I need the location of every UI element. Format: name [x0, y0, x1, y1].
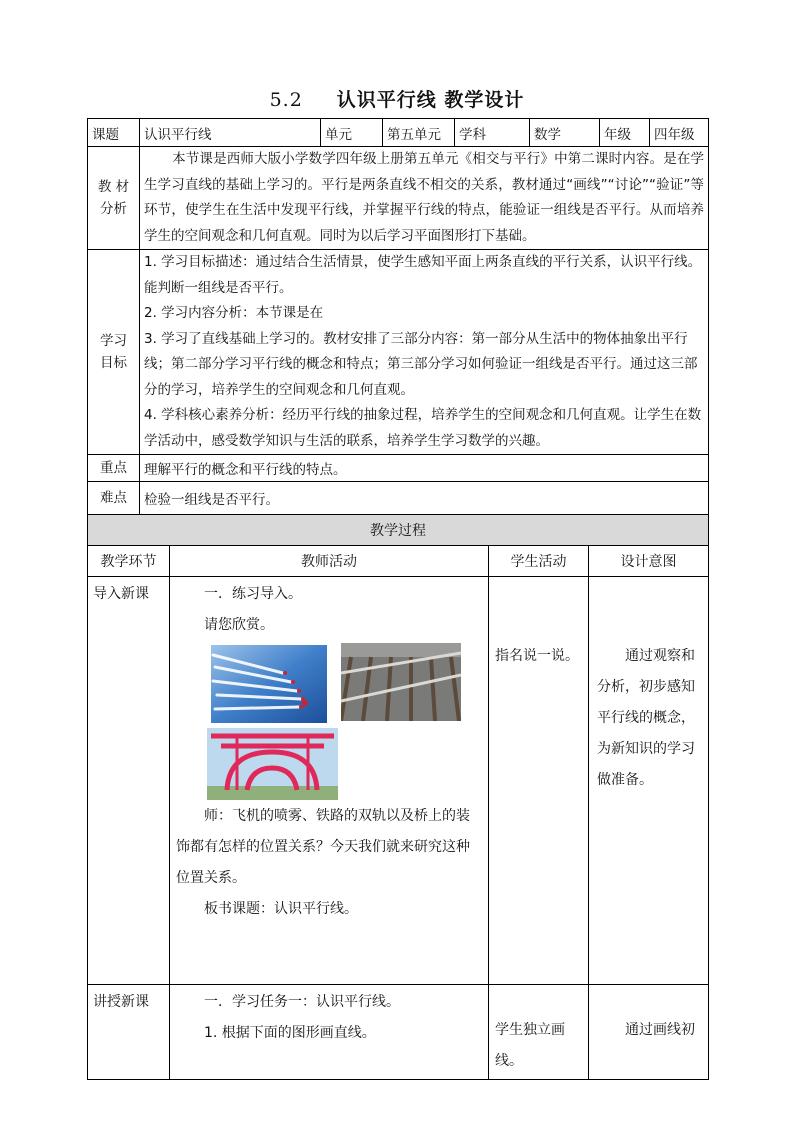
railway-image	[341, 643, 461, 721]
process-header-row	[88, 515, 709, 546]
stage-teaching: 讲授新课	[88, 985, 170, 1080]
teacher-line	[176, 801, 482, 894]
stage-intro: 导入新课	[88, 577, 170, 985]
info-row-goals	[88, 250, 709, 455]
picture-group	[176, 641, 482, 801]
analysis-text: 本节课是西师大版小学数学四年级上册第五单元《相交与平行》中第二课时内容。是在学生学习直线的基础上学习的。平行是两条直线不相交的关系，教材通过“画线”“讨论”“验证”等环节，使学生在生活中发现平行线，并掌握平行线的特点，能验证一组线是否平行。从而培养学生的空间观念和几何直观。同时为以后学习平面图形打下基础。	[144, 151, 704, 244]
process-table	[87, 514, 709, 1080]
value-subject: 数学	[530, 119, 600, 147]
intent-teaching	[589, 985, 709, 1080]
col-student: 学生活动	[489, 546, 589, 577]
value-unit: 第五单元	[383, 119, 455, 147]
teacher-line	[176, 987, 482, 1018]
teacher-line	[176, 894, 482, 925]
teacher-intro	[170, 577, 489, 985]
label-topic: 课题	[88, 119, 140, 147]
goal-item-2: 2. 学习内容分析：本节课是在	[144, 305, 324, 321]
key-text: 理解平行的概念和平行线的特点。	[140, 455, 709, 482]
label-difficulty: 难点	[88, 482, 140, 515]
intent-teaching-text: 通过画线初	[625, 1022, 695, 1038]
info-row-basic	[88, 119, 709, 147]
teacher-line-text: 板书课题：认识平行线。	[204, 901, 358, 917]
info-row-difficulty	[88, 482, 709, 515]
intent-intro	[589, 577, 709, 985]
teacher-line-text: 一．学习任务一：认识平行线。	[204, 994, 400, 1010]
label-analysis-line1: 教 材	[97, 179, 130, 195]
teacher-line-text: 1. 根据下面的图形画直线。	[204, 1025, 376, 1041]
table-row	[88, 985, 709, 1080]
intent-intro-text: 通过观察和分析，初步感知平行线的概念，为新知识的学习做准备。	[597, 648, 695, 788]
goals-cell	[140, 250, 709, 455]
label-analysis-line2: 分析	[100, 201, 127, 217]
value-grade: 四年级	[650, 119, 709, 147]
title-text: 认识平行线 教学设计	[336, 89, 525, 111]
bridge-image	[207, 728, 338, 800]
airshow-image	[211, 645, 327, 723]
goal-item-3: 3. 学习了直线基础上学习的。教材安排了三部分内容：第一部分从生活中的物体抽象出平行线；第二部分学习平行线的概念和特点；第三部分学习如何验证一组线是否平行。通过这三部分的学习，培养学生的空间观念和几何直观。	[144, 330, 698, 398]
label-goals	[88, 250, 140, 455]
goal-item-4: 4. 学科核心素养分析：经历平行线的抽象过程，培养学生的空间观念和几何直观。让学生在数学活动中，感受数学知识与生活的联系，培养学生学习数学的兴趣。	[144, 407, 702, 449]
info-row-key	[88, 455, 709, 482]
process-header: 教学过程	[88, 515, 709, 546]
teacher-line	[176, 579, 482, 610]
teacher-line-text: 师：飞机的喷雾、铁路的双轨以及桥上的装饰都有怎样的位置关系？今天我们就来研究这种位置关系。	[176, 808, 470, 886]
goal-item-1: 1. 学习目标描述：通过结合生活情景，使学生感知平面上两条直线的平行关系，认识平行线。能判断一组线是否平行。	[144, 254, 702, 296]
teacher-line	[176, 1018, 482, 1049]
teacher-teaching	[170, 985, 489, 1080]
title-number: 5.2	[269, 89, 303, 111]
page-title	[0, 85, 794, 112]
value-topic: 认识平行线	[140, 119, 321, 147]
label-goals-line1: 学习	[100, 333, 127, 349]
label-subject: 学科	[455, 119, 530, 147]
col-stage: 教学环节	[88, 546, 170, 577]
teacher-line-text: 请您欣赏。	[204, 617, 274, 633]
teacher-line-text: 一．练习导入。	[204, 586, 302, 602]
col-teacher: 教师活动	[170, 546, 489, 577]
student-teaching: 学生独立画线。	[489, 985, 589, 1080]
label-analysis	[88, 147, 140, 250]
student-intro: 指名说一说。	[489, 577, 589, 985]
table-row	[88, 577, 709, 985]
analysis-text-cell	[140, 147, 709, 250]
info-table	[87, 118, 709, 515]
info-row-analysis	[88, 147, 709, 250]
label-unit: 单元	[321, 119, 383, 147]
teacher-line	[176, 610, 482, 641]
difficulty-text: 检验一组线是否平行。	[140, 482, 709, 515]
label-key: 重点	[88, 455, 140, 482]
col-intent: 设计意图	[589, 546, 709, 577]
label-grade: 年级	[600, 119, 650, 147]
process-columns-row	[88, 546, 709, 577]
label-goals-line2: 目标	[100, 355, 127, 371]
